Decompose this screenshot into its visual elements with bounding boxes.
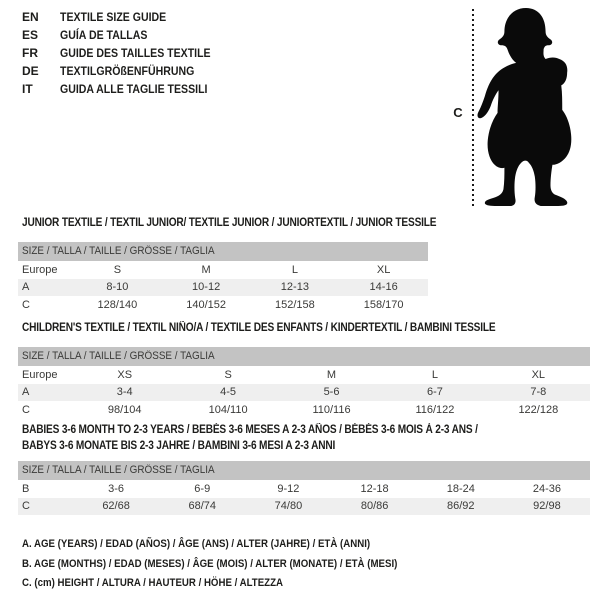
language-row [22,8,231,26]
size-cell: 7-8 [530,386,547,399]
size-cell: 4-5 [220,386,237,399]
size-cell: 18-24 [446,482,475,495]
language-label: GUIDA ALLE TAGLIE TESSILI [60,82,208,96]
row-label: A [22,386,30,399]
language-code: IT [22,82,33,96]
row-label: B [22,482,30,495]
language-code: FR [22,46,38,60]
size-cell: 3-4 [116,386,133,399]
size-cell: 116/122 [415,403,455,416]
table-row-age-months [18,480,590,498]
language-label: GUÍA DE TALLAS [60,28,148,42]
size-cell: 8-10 [106,281,129,294]
size-cell: 14-16 [369,281,398,294]
height-measure-label: C [453,105,463,120]
size-cell: 6-9 [194,482,211,495]
size-cell: 110/116 [312,403,351,416]
table-row-europe [18,261,428,279]
size-cell: 122/128 [518,403,559,416]
size-cell: 74/80 [274,500,303,513]
size-cell: 128/140 [97,298,138,311]
row-label: C [22,403,30,416]
size-header-bar: SIZE / TALLA / TAILLE / GRÖSSE / TAGLIA [18,347,590,366]
size-cell: L [291,263,298,276]
size-cell: S [113,263,122,276]
language-label: TEXTILGRÖßENFÜHRUNG [60,64,195,78]
size-cell: 12-18 [360,482,389,495]
children-table-title: CHILDREN'S TEXTILE / TEXTIL NIÑO/A / TEXTILE DES ENFANTS / KINDERTEXTIL / BAMBINI TESSILE [22,322,496,334]
size-header-bar: SIZE / TALLA / TAILLE / GRÖSSE / TAGLIA [18,461,590,480]
table-row-age [18,384,590,402]
language-code: ES [22,28,39,42]
size-cell: M [201,263,211,276]
language-row [22,80,231,98]
size-cell: M [326,368,337,381]
footnote-c: C. (cm) HEIGHT / ALTURA / HAUTEUR / HÖHE / ALTEZZA [22,577,284,589]
size-cell: 80/86 [360,500,389,513]
height-measure-line [472,9,474,206]
toddler-silhouette-icon [476,5,574,206]
size-cell: 86/92 [447,500,475,513]
size-cell: 3-6 [108,482,125,495]
language-row [22,62,231,80]
row-label: Europe [22,263,58,276]
language-label: GUIDE DES TAILLES TEXTILE [60,46,211,60]
size-cell: 152/158 [274,298,315,311]
size-cell: S [224,368,232,381]
size-cell: 10-12 [192,281,221,294]
row-label: A [22,281,30,294]
babies-table-title-line1: BABIES 3-6 MONTH TO 2-3 YEARS / BEBÉS 3-6 MESES A 2-3 AÑOS / BÉBÉS 3-6 MOIS À 2-3 ANS / [22,424,478,436]
size-cell: 158/170 [363,298,404,311]
table-row-height [18,296,428,314]
size-cell: 68/74 [188,500,217,513]
size-header-bar: SIZE / TALLA / TAILLE / GRÖSSE / TAGLIA [18,242,428,261]
babies-table-title-line2: BABYS 3-6 MONATE BIS 2-3 JAHRE / BAMBINI 3-6 MESI A 2-3 ANNI [22,440,336,452]
size-cell: XL [531,368,546,381]
row-label: C [22,298,30,311]
row-label: C [22,500,30,513]
size-cell: 62/68 [102,500,130,513]
size-cell: 9-12 [277,482,300,495]
babies-size-table [18,461,590,515]
language-label: TEXTILE SIZE GUIDE [60,10,167,24]
size-cell: 12-13 [280,281,309,294]
size-cell: 6-7 [426,386,443,399]
size-cell: 140/152 [186,298,226,311]
children-size-table [18,347,590,419]
junior-size-table [18,242,428,314]
footnotes [22,535,449,594]
table-row-age [18,279,428,297]
size-cell: 98/104 [107,403,142,416]
language-code: DE [22,64,39,78]
size-cell: 104/110 [208,403,248,416]
footnote-a: A. AGE (YEARS) / EDAD (AÑOS) / ÂGE (ANS) / ALTER (JAHRE) / ETÀ (ANNI) [22,538,371,550]
size-cell: XL [376,263,391,276]
table-row-height [18,498,590,516]
table-row-europe [18,366,590,384]
row-label: Europe [22,368,58,381]
size-cell: 24-36 [532,482,562,495]
size-cell: 5-6 [323,386,340,399]
size-cell: 92/98 [533,500,561,513]
language-list [22,8,231,98]
language-code: EN [22,10,39,24]
junior-table-title: JUNIOR TEXTILE / TEXTIL JUNIOR/ TEXTILE JUNIOR / JUNIORTEXTIL / JUNIOR TESSILE [22,217,437,229]
footnote-b: B. AGE (MONTHS) / EDAD (MESES) / ÂGE (MOIS) / ALTER (MONATE) / ETÀ (MESI) [22,557,398,570]
language-row [22,26,231,44]
language-row [22,44,231,62]
size-cell: XS [117,368,133,381]
table-row-height [18,401,590,419]
size-cell: L [431,368,438,381]
